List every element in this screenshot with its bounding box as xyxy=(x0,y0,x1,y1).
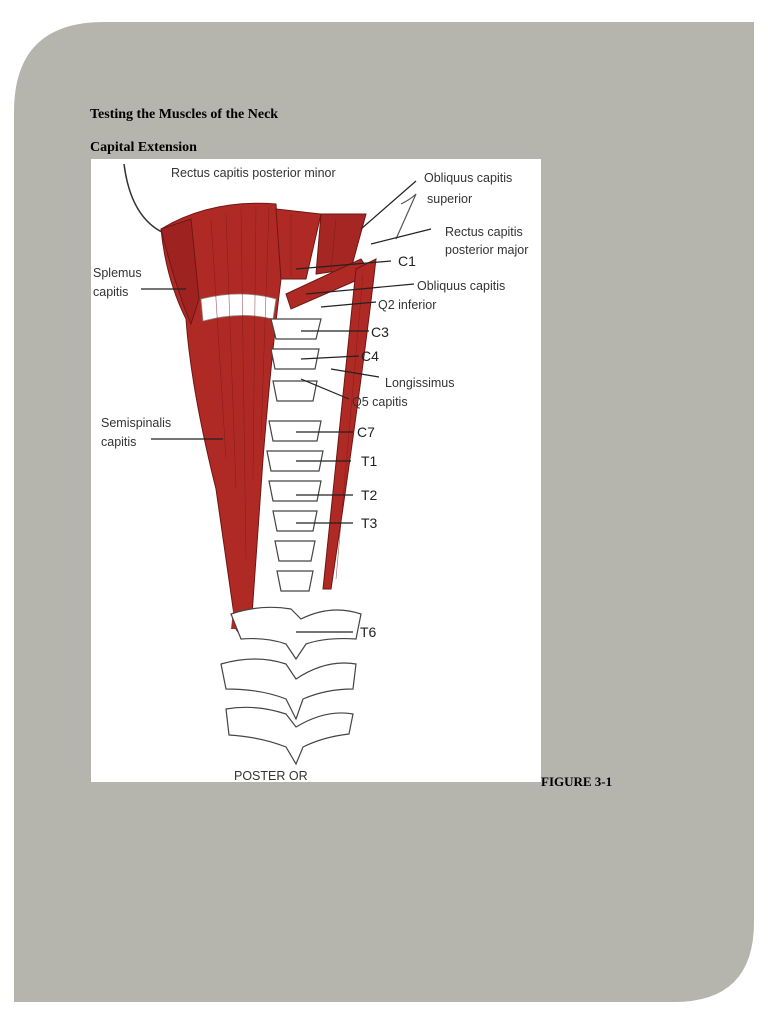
label-longissimus-2: Q5 capitis xyxy=(352,395,408,409)
label-t3: T3 xyxy=(361,515,378,531)
neck-muscles-illustration xyxy=(91,159,541,782)
figure-caption: FIGURE 3-1 xyxy=(541,774,613,789)
document-page xyxy=(14,22,754,1002)
vertebra-t6 xyxy=(231,607,361,659)
anatomy-figure xyxy=(91,159,541,782)
label-obliquus-superior-1: Obliquus capitis xyxy=(424,171,513,185)
label-longissimus-1: Longissimus xyxy=(385,376,455,390)
label-t2: T2 xyxy=(361,487,378,503)
label-c1: C1 xyxy=(398,253,416,269)
label-t6: T6 xyxy=(360,624,377,640)
label-c4: C4 xyxy=(361,348,379,364)
label-c3: C3 xyxy=(371,324,389,340)
subsection-title: Capital Extension xyxy=(90,140,197,155)
label-t1: T1 xyxy=(361,453,378,469)
label-posterior: POSTER OR xyxy=(234,769,308,782)
section-title: Testing the Muscles of the Neck xyxy=(90,107,279,122)
label-obliquus-superior-2: superior xyxy=(427,192,473,206)
label-obliquus-inferior-2: Q2 inferior xyxy=(378,298,437,312)
label-rectus-capitis-posterior-minor: Rectus capitis posterior minor xyxy=(171,166,336,180)
label-semispinalis-2: capitis xyxy=(101,435,137,449)
label-obliquus-inferior-1: Obliquus capitis xyxy=(417,279,506,293)
label-semispinalis-1: Semispinalis xyxy=(101,416,172,430)
label-rectus-major-2: posterior major xyxy=(445,243,529,257)
label-splenius-1: Splemus xyxy=(93,266,142,280)
label-rectus-major-1: Rectus capitis xyxy=(445,225,523,239)
label-splenius-2: capitis xyxy=(93,285,129,299)
label-c7: C7 xyxy=(357,424,375,440)
